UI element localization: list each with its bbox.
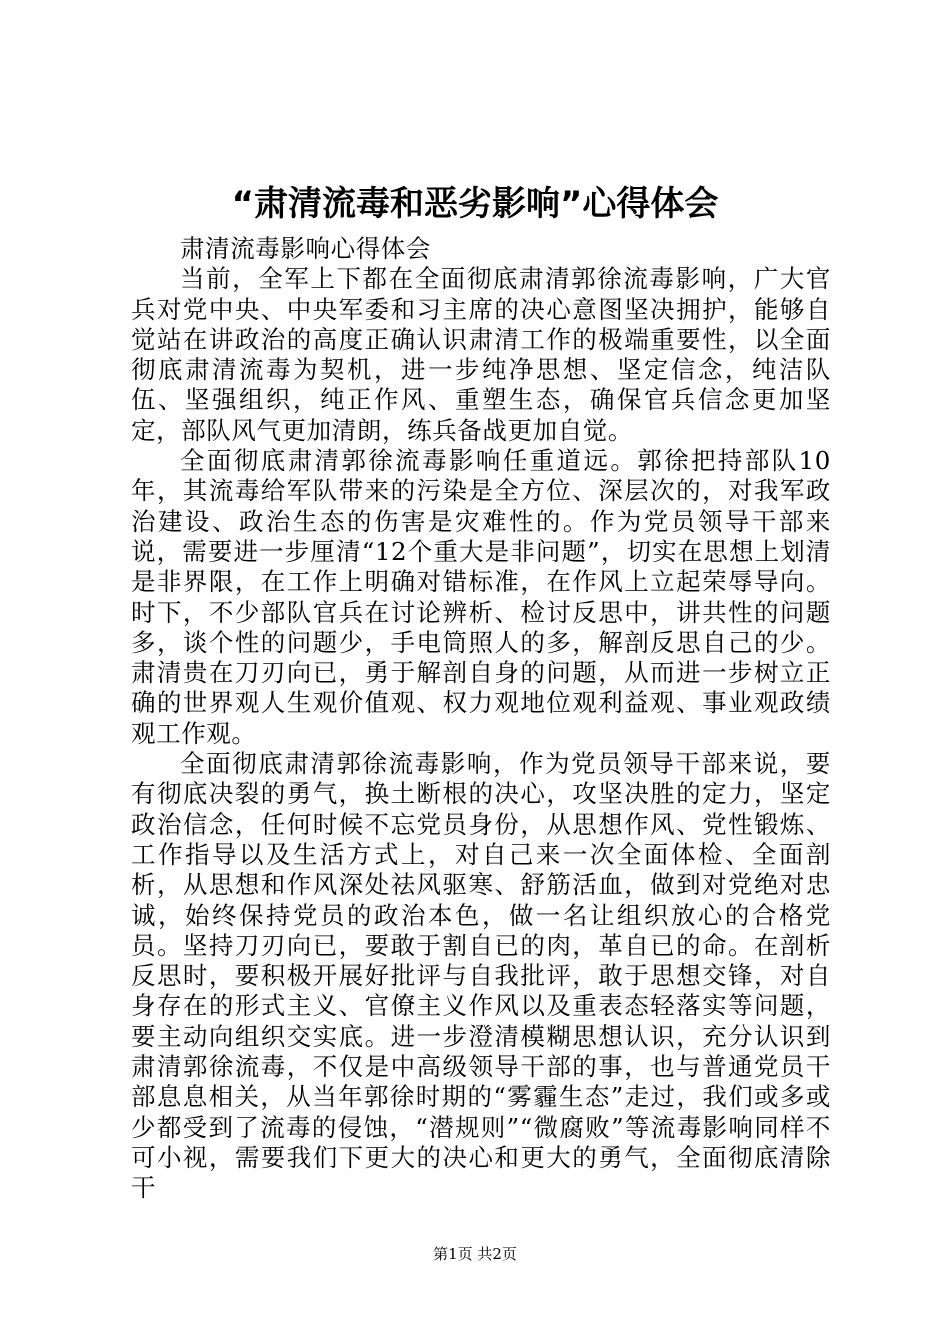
paragraph-1: 当前，全军上下都在全面彻底肃清郭徐流毒影响，广大官兵对党中央、中央军委和习主席的决心意图坚决拥护，能够自觉站在讲政治的高度正确认识肃清工作的极端重要性，以全面彻底肃清流毒为契机，进一步纯净思想、坚定信念，纯洁队伍、坚强组织，纯正作风、重塑生态，确保官兵信念更加坚定，部队风气更加清朗，练兵备战更加自觉。	[131, 264, 831, 445]
paragraph-2: 全面彻底肃清郭徐流毒影响任重道远。郭徐把持部队10年，其流毒给军队带来的污染是全方位、深层次的，对我军政治建设、政治生态的伤害是灾难性的。作为党员领导干部来说，需要进一步厘清“12个重大是非问题”，切实在思想上划清是非界限，在工作上明确对错标准，在作风上立起荣辱导向。时下，不少部队官兵在讨论辨析、检讨反思中，讲共性的问题多，谈个性的问题少，手电筒照人的多，解剖反思自己的少。肃清贵在刀刃向已，勇于解剖自身的问题，从而进一步树立正确的世界观人生观价值观、权力观地位观利益观、事业观政绩观工作观。	[131, 446, 831, 748]
document-title: “肃清流毒和恶劣影响”心得体会	[231, 184, 719, 224]
page-footer: 第1页 共2页	[433, 1245, 517, 1263]
paragraph-3: 全面彻底肃清郭徐流毒影响，作为党员领导干部来说，要有彻底决裂的勇气，换土断根的决心，攻坚决胜的定力，坚定政治信念，任何时候不忘党员身份，从思想作风、党性锻炼、工作指导以及生活方式上，对自己来一次全面体检、全面剖析，从思想和作风深处祛风驱寒、舒筋活血，做到对党绝对忠诚，始终保持党员的政治本色，做一名让组织放心的合格党员。坚持刀刃向已，要敢于割自已的肉，革自已的命。在剖析反思时，要积极开展好批评与自我批评，敢于思想交锋，对自身存在的形式主义、官僚主义作风以及重表态轻落实等问题，要主动向组织交实底。进一步澄清模糊思想认识，充分认识到肃清郭徐流毒，不仅是中高级领导干部的事，也与普通党员干部息息相关，从当年郭徐时期的“雾霾生态”走过，我们或多或少都受到了流毒的侵蚀，“潜规则”“微腐败”等流毒影响同样不可小视，需要我们下更大的决心和更大的勇气，全面彻底清除干	[131, 749, 831, 1203]
document-subtitle: 肃清流毒影响心得体会	[180, 234, 431, 263]
document-body	[131, 234, 831, 1204]
